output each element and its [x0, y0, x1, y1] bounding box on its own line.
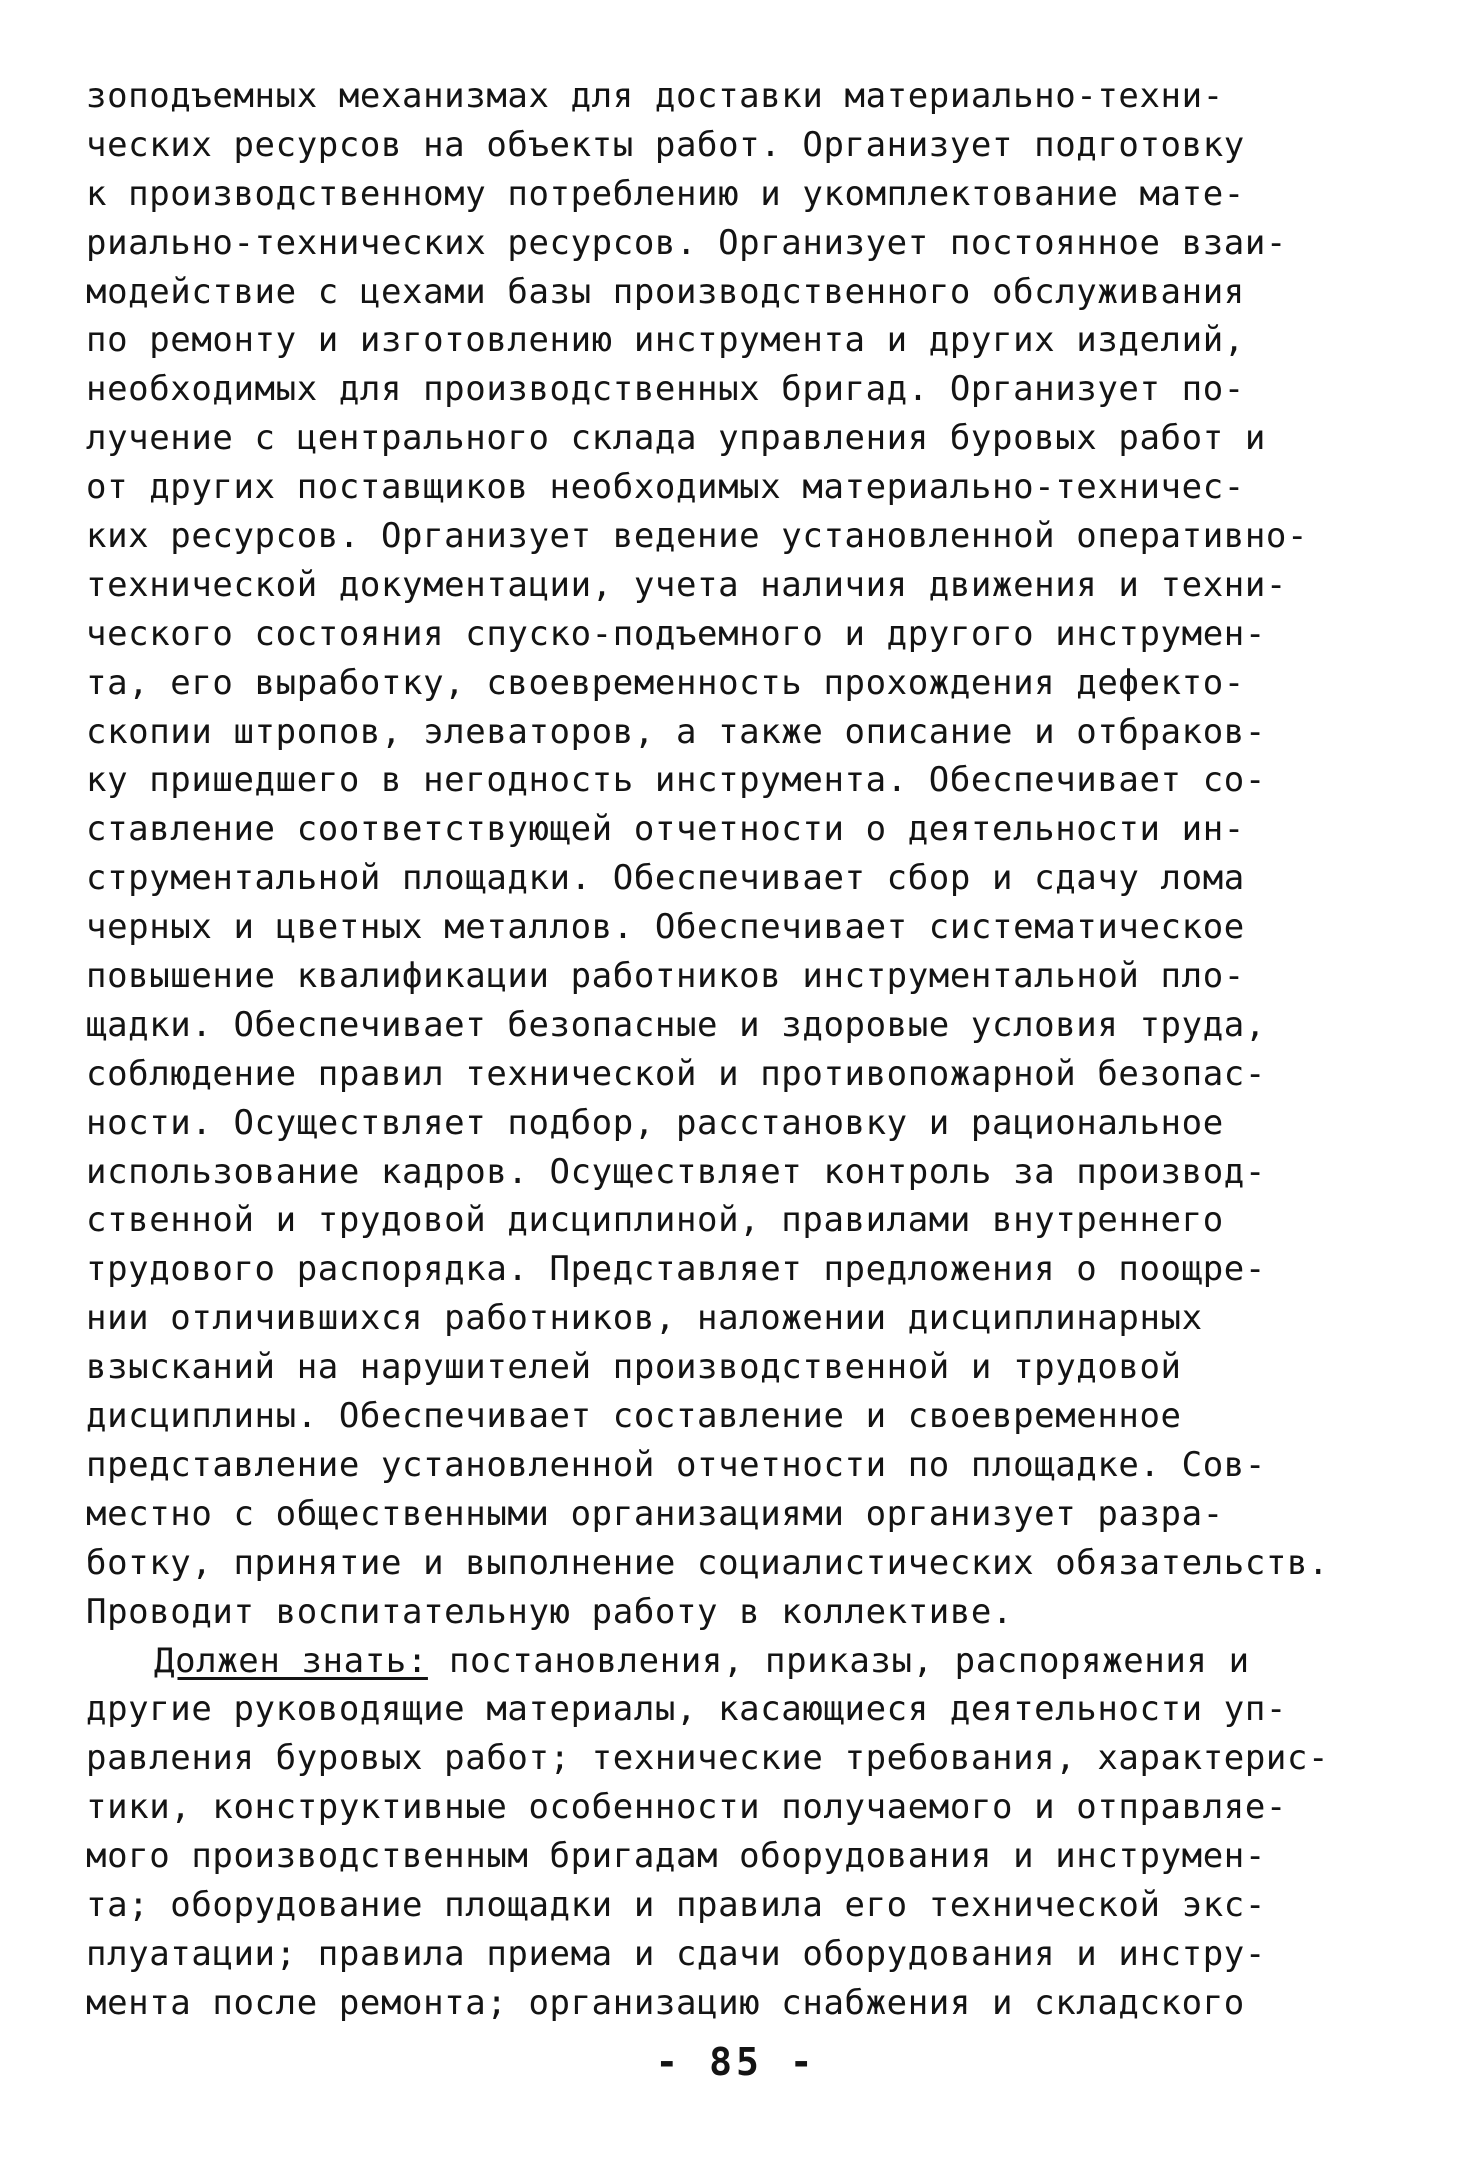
text-line: повышение квалификации работников инструментальной пло-	[86, 956, 1245, 997]
paragraph-must-know	[86, 1637, 1416, 2028]
text-line: взысканий на нарушителей производственной и трудовой	[86, 1347, 1182, 1388]
text-line: скопии штропов, элеваторов, а также описание и отбраков-	[86, 711, 1266, 752]
text-line: ческого состояния спуско-подъемного и другого инструмен-	[86, 613, 1266, 654]
text-line: ности. Осуществляет подбор, расстановку и рациональное	[86, 1102, 1224, 1143]
body-text	[86, 72, 1416, 2028]
text-line: технической документации, учета наличия движения и техни-	[86, 564, 1287, 605]
text-line: местно с общественными организациями организует разра-	[86, 1493, 1224, 1534]
text-line: плуатации; правила приема и сдачи оборудования и инстру-	[86, 1933, 1266, 1974]
text-line: по ремонту и изготовлению инструмента и других изделий,	[86, 320, 1245, 361]
text-line: представление установленной отчетности по площадке. Сов-	[86, 1444, 1266, 1485]
text-line: Проводит воспитательную работу в коллективе.	[86, 1591, 1014, 1632]
text-line: ботку, принятие и выполнение социалистических обязательств.	[86, 1542, 1330, 1583]
text-line: использование кадров. Осуществляет контроль за производ-	[86, 1151, 1266, 1192]
text-line: ческих ресурсов на объекты работ. Организует подготовку	[86, 124, 1245, 165]
text-line: лучение с центрального склада управления буровых работ и	[86, 418, 1266, 459]
must-know-term: Должен знать:	[154, 1640, 428, 1681]
text-line: черных и цветных металлов. Обеспечивает систематическое	[86, 907, 1245, 948]
paragraph-job-duties	[86, 72, 1416, 1637]
text-line: другие руководящие материалы, касающиеся деятельности уп-	[86, 1689, 1287, 1730]
text-line: ку пришедшего в негодность инструмента. Обеспечивает со-	[86, 760, 1266, 801]
text-line: к производственному потреблению и укомплектование мате-	[86, 173, 1245, 214]
text-line: струментальной площадки. Обеспечивает сбор и сдачу лома	[86, 858, 1245, 899]
text-line: мого производственным бригадам оборудования и инструмен-	[86, 1836, 1266, 1877]
text-line: ставление соответствующей отчетности о деятельности ин-	[86, 809, 1245, 850]
text-line: нии отличившихся работников, наложении дисциплинарных	[86, 1298, 1203, 1339]
text-line: дисциплины. Обеспечивает составление и своевременное	[86, 1396, 1182, 1437]
text-line: ких ресурсов. Организует ведение установленной оперативно-	[86, 516, 1309, 557]
text-line: риально-технических ресурсов. Организует постоянное взаи-	[86, 222, 1287, 263]
text-line: щадки. Обеспечивает безопасные и здоровые условия труда,	[86, 1004, 1266, 1045]
text-line: соблюдение правил технической и противопожарной безопас-	[86, 1053, 1266, 1094]
page-number: - 85 -	[655, 2040, 817, 2084]
text-line: зоподъемных механизмах для доставки материально-техни-	[86, 76, 1224, 116]
text-line: необходимых для производственных бригад. Организует по-	[86, 369, 1245, 410]
text-line: модействие с цехами базы производственного обслуживания	[86, 271, 1245, 312]
text-line: равления буровых работ; технические требования, характерис-	[86, 1738, 1330, 1779]
text-line: та, его выработку, своевременность прохождения дефекто-	[86, 662, 1245, 703]
text-line: ственной и трудовой дисциплиной, правилами внутреннего	[86, 1200, 1224, 1241]
first-line-rest: постановления, приказы, распоряжения и	[427, 1640, 1250, 1681]
text-line: от других поставщиков необходимых материально-техничес-	[86, 467, 1245, 508]
text-line	[86, 1637, 1416, 1686]
text-line: тики, конструктивные особенности получаемого и отправляе-	[86, 1787, 1287, 1828]
text-line: та; оборудование площадки и правила его технической экс-	[86, 1884, 1266, 1925]
text-line: мента после ремонта; организацию снабжения и складского	[86, 1982, 1245, 2023]
text-line: трудового распорядка. Представляет предложения о поощре-	[86, 1249, 1266, 1290]
